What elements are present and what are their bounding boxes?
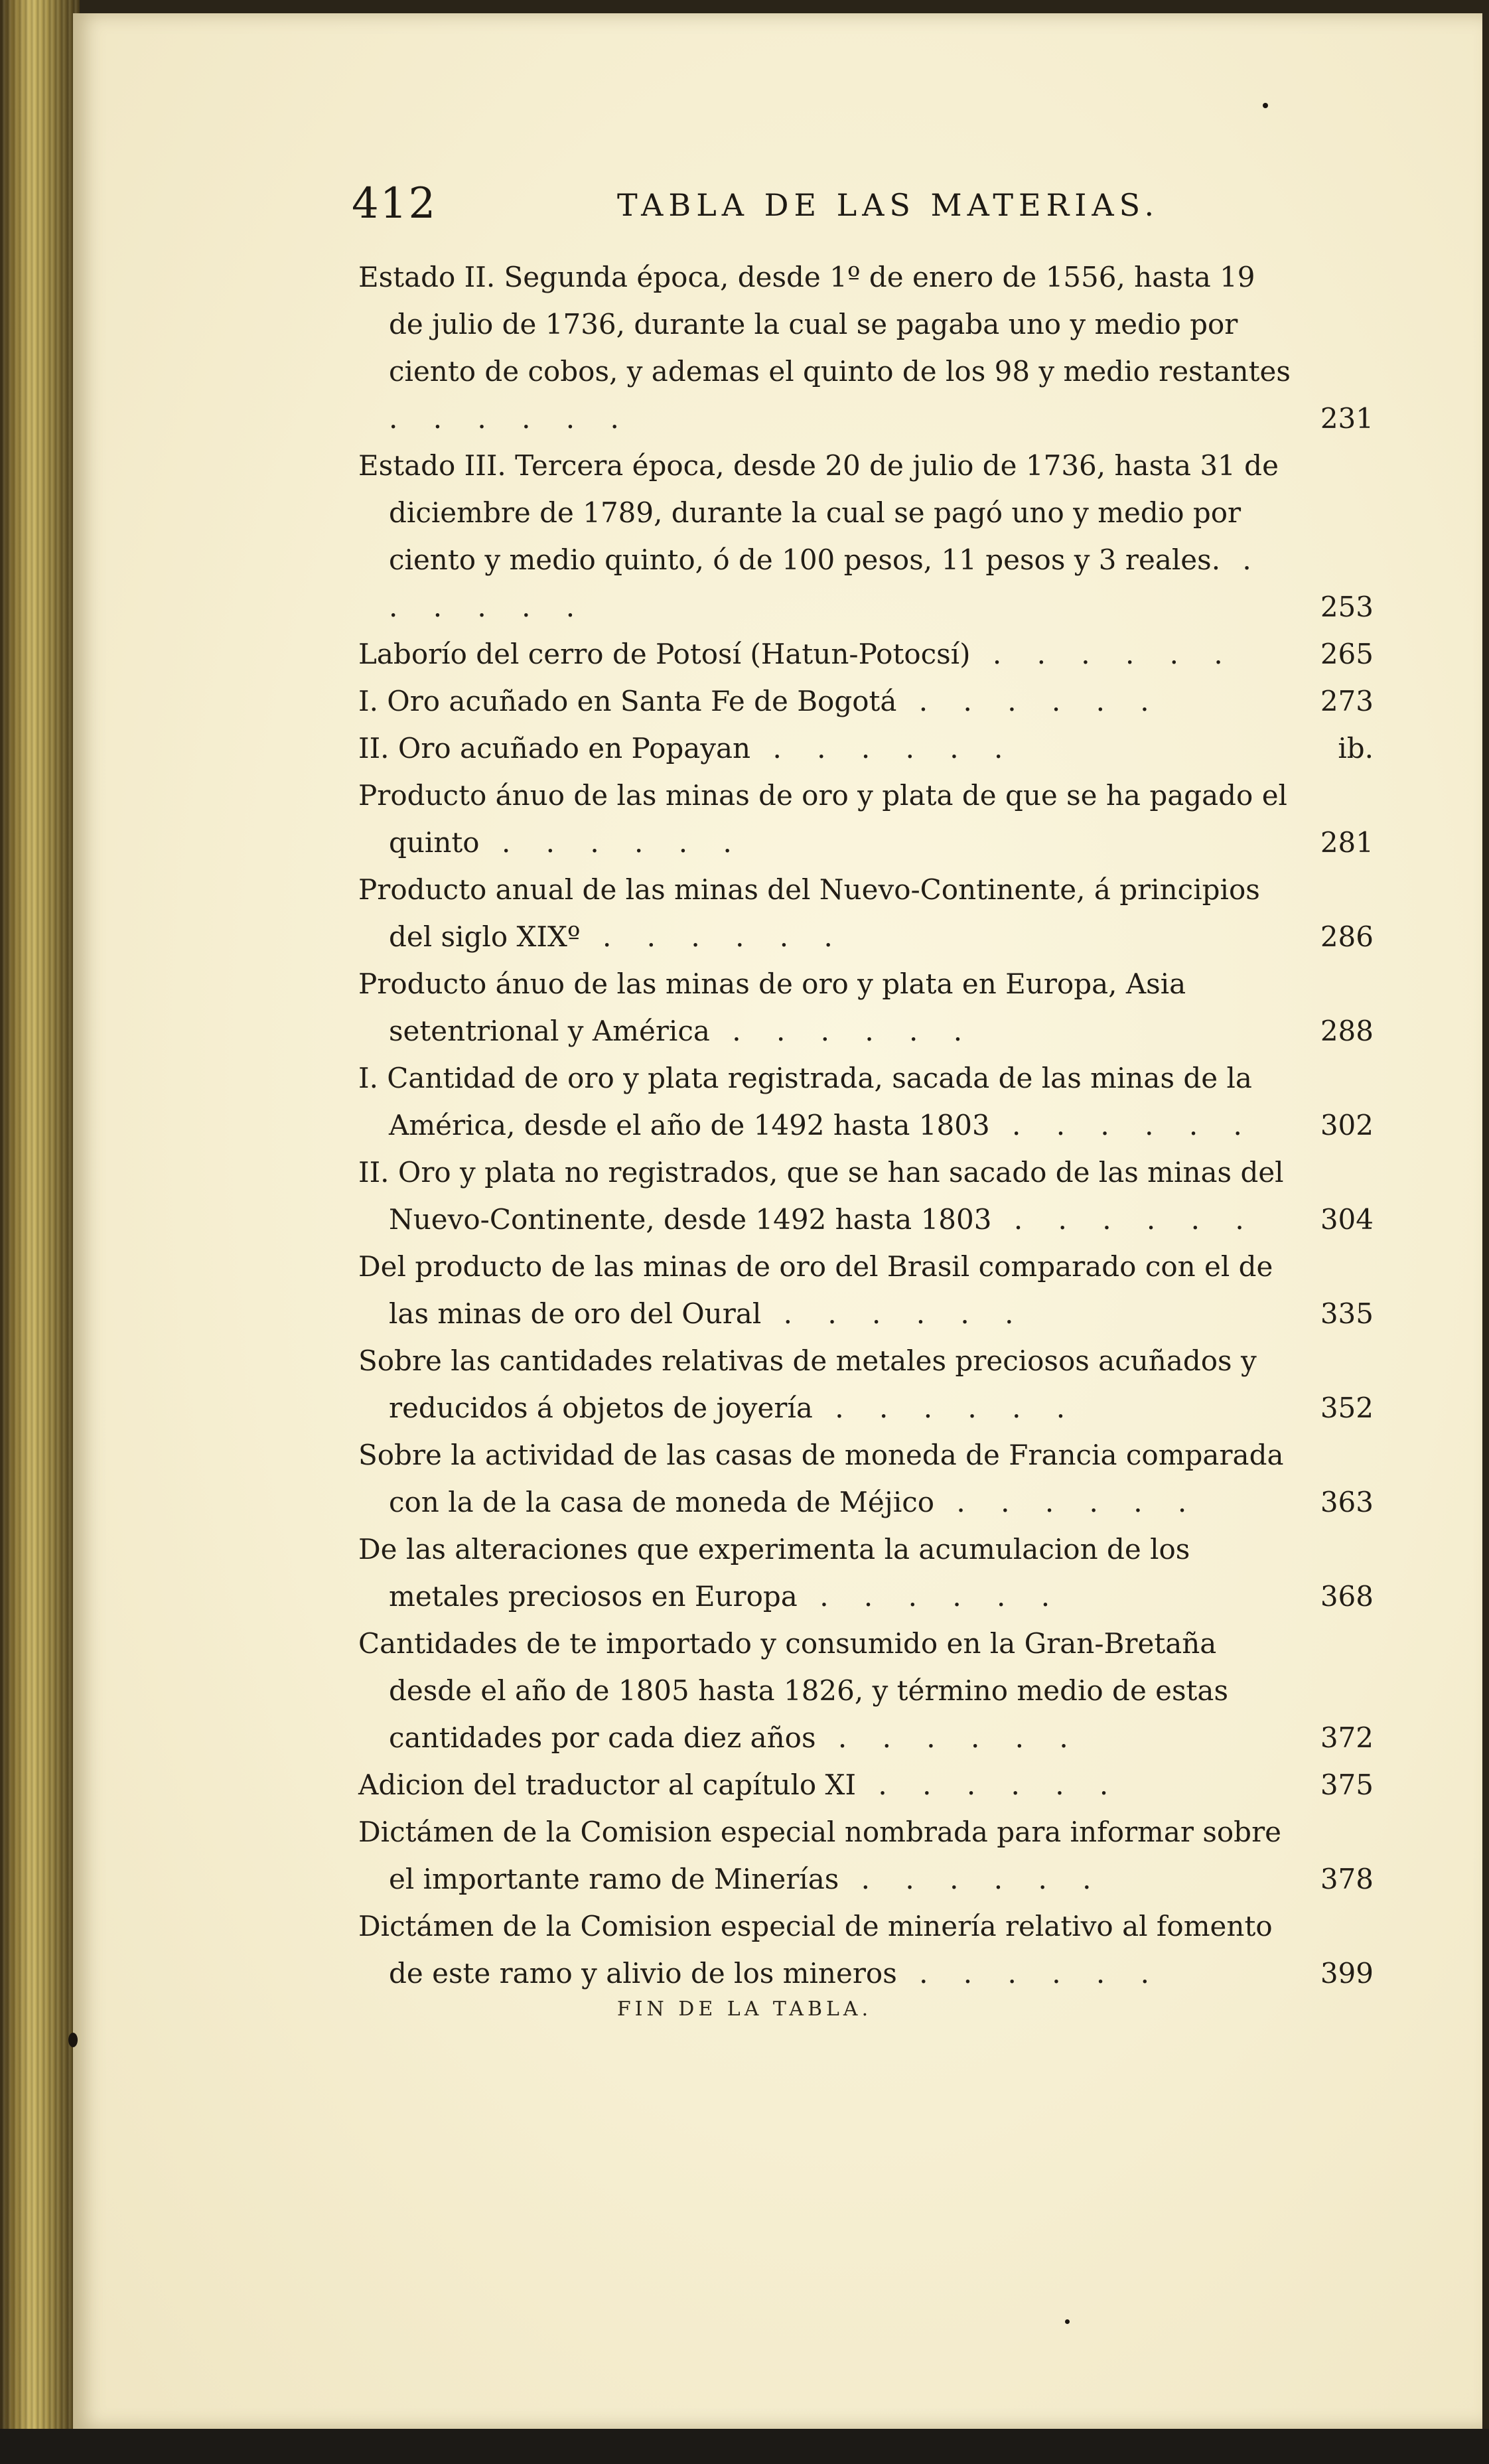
toc-page-number: 375 [1320,1769,1374,1801]
toc-page-number: 368 [1320,1580,1374,1613]
page-edges [0,0,80,2464]
toc-page-number: 273 [1320,685,1374,717]
toc-entry-title: Estado II. Segunda época, desde 1º de enero de 1556, hasta 19 de julio de 1736, durante la cual se pagaba uno y medio por ciento de cobos, y ademas el quinto de los 98 y medio restantes [358,261,1291,388]
dot-leaders: . . . . . . [896,1957,1163,1990]
ink-speck [1065,2319,1070,2324]
table-of-contents [358,254,1374,1997]
toc-page-number: 378 [1320,1863,1374,1895]
end-of-table-note: FIN DE LA TABLA. [616,1997,873,2021]
toc-entry [358,442,1374,630]
toc-entry-title: II. Oro y plata no registrados, que se han sacado de las minas del Nuevo-Continente, desde 1492 hasta 1803 [358,1156,1284,1236]
ink-speck [68,2033,78,2047]
toc-entry-title: Producto ánuo de las minas de oro y plata en Europa, Asia setentrional y América [358,968,1186,1047]
dot-leaders: . . . . . . [709,1015,976,1047]
page-number: 412 [352,179,437,228]
toc-entry-title: Cantidades de te importado y consumido en la Gran-Bretaña desde el año de 1805 hasta 1826, y término medio de estas cantidades por cada diez años [358,1627,1229,1754]
toc-entry [358,1337,1374,1431]
toc-entry [358,630,1374,678]
dot-leaders: . . . . . . [896,685,1163,717]
dot-leaders: . . . . . . [991,1203,1257,1236]
toc-entry-title: Sobre las cantidades relativas de metales preciosos acuñados y reducidos á objetos de joyería [358,1344,1257,1424]
toc-entry [358,1903,1374,1997]
toc-entry-title: Estado III. Tercera época, desde 20 de julio de 1736, hasta 31 de diciembre de 1789, durante la cual se pagó uno y medio por ciento y medio quinto, ó de 100 pesos, 11 pesos y 3 reales. [358,449,1279,576]
toc-entry-title: Laborío del cerro de Potosí (Hatun-Potocsí) [358,638,971,670]
toc-entry [358,1149,1374,1243]
dot-leaders: . . . . . . [797,1580,1064,1613]
toc-entry [358,725,1374,772]
dot-leaders: . . . . . . [479,826,745,859]
toc-entry [358,1431,1374,1526]
toc-entry-title: II. Oro acuñado en Popayan [358,732,751,764]
toc-entry-title: I. Cantidad de oro y plata registrada, sacada de las minas de la América, desde el año de 1492 hasta 1803 [358,1062,1252,1141]
dot-leaders: . . . . . . [934,1486,1200,1518]
running-title: TABLA DE LAS MATERIAS. [617,187,1160,223]
toc-entry-title: De las alteraciones que experimenta la acumulacion de los metales preciosos en Europa [358,1533,1190,1613]
toc-page-number: 372 [1320,1721,1374,1754]
dot-leaders: . . . . . . [812,1392,1079,1424]
toc-entry-title: Del producto de las minas de oro del Brasil comparado con el de las minas de oro del Oural [358,1250,1273,1330]
toc-entry-title: Dictámen de la Comision especial nombrada para informar sobre el importante ramo de Minerías [358,1816,1282,1895]
toc-entry [358,1054,1374,1149]
toc-entry [358,1526,1374,1620]
toc-entry [358,1761,1374,1808]
toc-entry [358,678,1374,725]
toc-page-number: 265 [1320,638,1374,670]
toc-entry [358,960,1374,1054]
toc-page-number: 304 [1320,1203,1374,1236]
toc-page-number: 352 [1320,1392,1374,1424]
toc-page-number: 399 [1320,1957,1374,1990]
dot-leaders: . . . . . . [815,1721,1082,1754]
toc-page-number: 281 [1320,826,1374,859]
dot-leaders: . . . . . . [750,732,1017,764]
toc-page-number: ib. [1338,732,1374,764]
toc-entry [358,772,1374,866]
dot-leaders: . . . . . . [389,544,1265,623]
dot-leaders: . . . . . . [839,1863,1105,1895]
toc-page-number: 363 [1320,1486,1374,1518]
page-header [352,179,1347,239]
toc-entry-title: Sobre la actividad de las casas de moneda de Francia comparada con la de la casa de moneda de Méjico [358,1439,1284,1518]
dot-leaders: . . . . . . [856,1769,1122,1801]
toc-page-number: 288 [1320,1015,1374,1047]
toc-entry-title: Producto ánuo de las minas de oro y plata de que se ha pagado el quinto [358,779,1287,859]
toc-entry [358,1808,1374,1903]
toc-page-number: 335 [1320,1297,1374,1330]
dot-leaders: . . . . . . [989,1109,1255,1141]
dot-leaders: . . . . . . [970,638,1236,670]
toc-entry [358,1243,1374,1337]
toc-page-number: 302 [1320,1109,1374,1141]
dot-leaders: . . . . . . [761,1297,1027,1330]
toc-entry-title: I. Oro acuñado en Santa Fe de Bogotá [358,685,897,717]
dot-leaders: . . . . . . [580,920,846,953]
toc-page-number: 231 [1320,402,1374,435]
toc-page-number: 253 [1320,591,1374,623]
toc-entry [358,254,1374,442]
dot-leaders: . . . . . . [389,402,632,435]
toc-page-number: 286 [1320,920,1374,953]
toc-entry [358,866,1374,960]
toc-entry-title: Producto anual de las minas del Nuevo-Continente, á principios del siglo XIXº [358,873,1260,953]
scan-border [0,2429,1489,2464]
toc-entry [358,1620,1374,1761]
ink-speck [1263,103,1268,108]
toc-entry-title: Dictámen de la Comision especial de minería relativo al fomento de este ramo y alivio de los mineros [358,1910,1273,1990]
toc-entry-title: Adicion del traductor al capítulo XI [358,1769,857,1801]
